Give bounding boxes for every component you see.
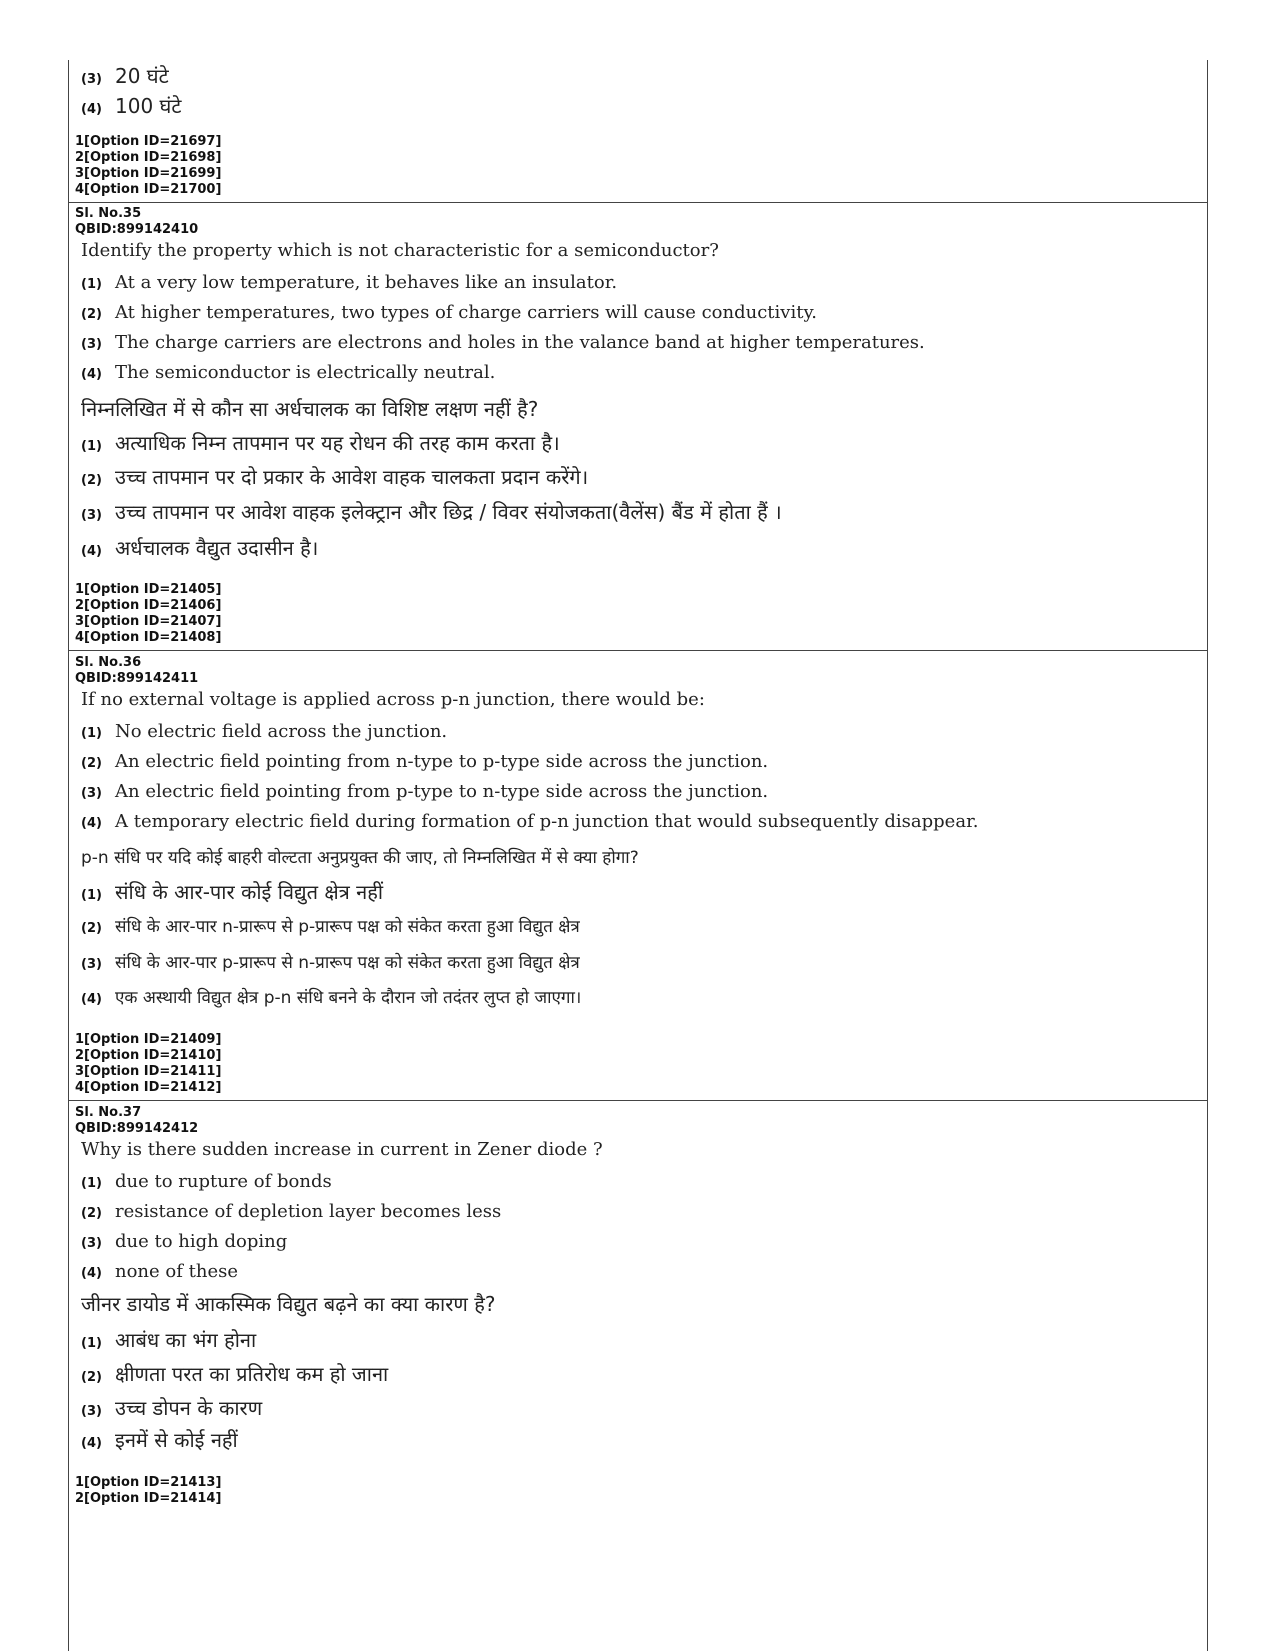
q37-option-en-3 bbox=[81, 1231, 287, 1252]
q37-option-en-1 bbox=[81, 1171, 332, 1192]
option-text: उच्च डोपन के कारण bbox=[115, 1396, 263, 1420]
q35-option-hi-1 bbox=[81, 429, 560, 456]
option-text: resistance of depletion layer becomes less bbox=[115, 1201, 502, 1222]
q37-option-en-4 bbox=[81, 1261, 238, 1282]
q36-option-en-1 bbox=[81, 721, 447, 742]
question-paper-frame bbox=[68, 60, 1208, 1651]
option-number: (1) bbox=[81, 277, 102, 292]
q34-option-3 bbox=[81, 62, 169, 89]
option-number: (1) bbox=[81, 1336, 102, 1351]
serial-number: Sl. No.37 bbox=[75, 1105, 142, 1120]
q36-option-en-4 bbox=[81, 811, 978, 832]
option-number: (3) bbox=[81, 337, 102, 352]
q35-option-en-4 bbox=[81, 362, 495, 383]
q36-header bbox=[75, 655, 198, 687]
option-id: 4[Option ID=21700] bbox=[75, 182, 222, 197]
option-number: (1) bbox=[81, 439, 102, 454]
option-text: No electric field across the junction. bbox=[115, 721, 448, 742]
serial-number: Sl. No.36 bbox=[75, 655, 142, 670]
q35-option-hi-2 bbox=[81, 463, 588, 490]
q36-option-ids bbox=[75, 1032, 221, 1096]
option-id: 2[Option ID=21410] bbox=[75, 1048, 222, 1063]
option-number: (2) bbox=[81, 1206, 102, 1221]
option-number: (3) bbox=[81, 1236, 102, 1251]
option-number: (3) bbox=[81, 508, 102, 523]
option-id: 2[Option ID=21414] bbox=[75, 1491, 222, 1506]
option-text: An electric field pointing from n-type to p-type side across the junction. bbox=[115, 751, 769, 772]
q35-option-ids bbox=[75, 582, 221, 646]
option-number: (4) bbox=[81, 816, 102, 831]
q36-option-hi-3 bbox=[81, 950, 580, 973]
option-text: An electric field pointing from p-type to n-type side across the junction. bbox=[115, 781, 769, 802]
q35-option-en-2 bbox=[81, 302, 817, 323]
qbid: QBID:899142411 bbox=[75, 671, 199, 686]
option-text: A temporary electric field during formation of p-n junction that would subsequently disappear. bbox=[115, 811, 979, 832]
option-text: उच्च तापमान पर दो प्रकार के आवेश वाहक चालकता प्रदान करेंगे। bbox=[115, 465, 589, 489]
option-number: (2) bbox=[81, 473, 102, 488]
option-text: अत्याधिक निम्न तापमान पर यह रोधन की तरह काम करता है। bbox=[115, 431, 560, 455]
option-number: (1) bbox=[81, 888, 102, 903]
option-number: (1) bbox=[81, 726, 102, 741]
q35-question-en: Identify the property which is not characteristic for a semiconductor? bbox=[81, 240, 719, 261]
q36-question-en: If no external voltage is applied across p-n junction, there would be: bbox=[81, 689, 705, 710]
option-number: (4) bbox=[81, 1436, 102, 1451]
option-number: (3) bbox=[81, 72, 102, 87]
option-text: The semiconductor is electrically neutral. bbox=[115, 362, 496, 383]
option-text: अर्धचालक वैद्युत उदासीन है। bbox=[115, 536, 319, 560]
option-id: 2[Option ID=21406] bbox=[75, 598, 222, 613]
option-text: संधि के आर-पार n-प्रारूप से p-प्रारूप पक्ष को संकेत करता हुआ विद्युत क्षेत्र bbox=[115, 917, 580, 937]
q35-option-hi-4 bbox=[81, 534, 318, 561]
q36-option-hi-2 bbox=[81, 914, 580, 937]
option-text: due to rupture of bonds bbox=[115, 1171, 332, 1192]
option-text: due to high doping bbox=[115, 1231, 288, 1252]
option-number: (3) bbox=[81, 957, 102, 972]
option-text: संधि के आर-पार p-प्रारूप से n-प्रारूप पक्ष को संकेत करता हुआ विद्युत क्षेत्र bbox=[115, 953, 580, 973]
option-id: 3[Option ID=21407] bbox=[75, 614, 222, 629]
q37-option-hi-1 bbox=[81, 1326, 256, 1353]
option-text: क्षीणता परत का प्रतिरोध कम हो जाना bbox=[115, 1362, 389, 1386]
option-number: (3) bbox=[81, 786, 102, 801]
q37-question-en: Why is there sudden increase in current in Zener diode ? bbox=[81, 1139, 603, 1160]
q37-option-ids bbox=[75, 1475, 221, 1507]
q37-header bbox=[75, 1105, 198, 1137]
option-number: (1) bbox=[81, 1176, 102, 1191]
q37-option-hi-2 bbox=[81, 1360, 388, 1387]
option-text: At higher temperatures, two types of charge carriers will cause conductivity. bbox=[115, 302, 817, 323]
option-text: 100 घंटे bbox=[115, 94, 182, 118]
qbid: QBID:899142410 bbox=[75, 222, 199, 237]
option-number: (2) bbox=[81, 756, 102, 771]
question-divider bbox=[69, 650, 1208, 651]
q35-header bbox=[75, 206, 198, 238]
option-number: (2) bbox=[81, 921, 102, 936]
question-divider bbox=[69, 1100, 1208, 1101]
option-number: (3) bbox=[81, 1404, 102, 1419]
option-number: (4) bbox=[81, 102, 102, 117]
option-number: (4) bbox=[81, 544, 102, 559]
option-id: 1[Option ID=21697] bbox=[75, 134, 222, 149]
q37-option-hi-3 bbox=[81, 1394, 262, 1421]
option-id: 4[Option ID=21412] bbox=[75, 1080, 222, 1095]
q37-option-en-2 bbox=[81, 1201, 501, 1222]
q34-option-4 bbox=[81, 92, 181, 119]
option-id: 1[Option ID=21405] bbox=[75, 582, 222, 597]
option-text: 20 घंटे bbox=[115, 64, 169, 88]
q35-option-hi-3 bbox=[81, 498, 782, 525]
option-text: none of these bbox=[115, 1261, 238, 1282]
q37-question-hi: जीनर डायोड में आकस्मिक विद्युत बढ़ने का क्या कारण है? bbox=[81, 1292, 496, 1316]
q37-option-hi-4 bbox=[81, 1426, 238, 1453]
q36-question-hi: p-n संधि पर यदि कोई बाहरी वोल्टता अनुप्रयुक्त की जाए, तो निम्नलिखित में से क्या होगा? bbox=[81, 848, 639, 868]
q36-option-en-3 bbox=[81, 781, 768, 802]
option-text: एक अस्थायी विद्युत क्षेत्र p-n संधि बनने के दौरान जो तदंतर लुप्त हो जाएगा। bbox=[115, 988, 582, 1008]
q34-option-ids bbox=[75, 134, 221, 198]
q36-option-hi-1 bbox=[81, 878, 383, 905]
option-number: (2) bbox=[81, 1370, 102, 1385]
q35-option-en-1 bbox=[81, 272, 617, 293]
option-number: (2) bbox=[81, 307, 102, 322]
option-text: The charge carriers are electrons and holes in the valance band at higher temperatures. bbox=[115, 332, 925, 353]
option-text: उच्च तापमान पर आवेश वाहक इलेक्ट्रान और छिद्र / विवर संयोजकता(वैलेंस) बैंड में होता हैं । bbox=[115, 500, 782, 524]
serial-number: Sl. No.35 bbox=[75, 206, 142, 221]
option-id: 3[Option ID=21699] bbox=[75, 166, 222, 181]
option-text: At a very low temperature, it behaves like an insulator. bbox=[115, 272, 618, 293]
question-divider bbox=[69, 202, 1208, 203]
q35-option-en-3 bbox=[81, 332, 925, 353]
option-text: इनमें से कोई नहीं bbox=[115, 1428, 238, 1452]
option-id: 3[Option ID=21411] bbox=[75, 1064, 222, 1079]
option-id: 1[Option ID=21413] bbox=[75, 1475, 222, 1490]
q35-question-hi: निम्नलिखित में से कौन सा अर्धचालक का विशिष्ट लक्षण नहीं है? bbox=[81, 397, 539, 421]
option-number: (4) bbox=[81, 1266, 102, 1281]
qbid: QBID:899142412 bbox=[75, 1121, 199, 1136]
q36-option-en-2 bbox=[81, 751, 768, 772]
option-text: संधि के आर-पार कोई विद्युत क्षेत्र नहीं bbox=[115, 880, 384, 904]
option-number: (4) bbox=[81, 367, 102, 382]
option-text: आबंध का भंग होना bbox=[115, 1328, 257, 1352]
option-number: (4) bbox=[81, 992, 102, 1007]
option-id: 2[Option ID=21698] bbox=[75, 150, 222, 165]
q36-option-hi-4 bbox=[81, 985, 581, 1008]
option-id: 4[Option ID=21408] bbox=[75, 630, 222, 645]
option-id: 1[Option ID=21409] bbox=[75, 1032, 222, 1047]
